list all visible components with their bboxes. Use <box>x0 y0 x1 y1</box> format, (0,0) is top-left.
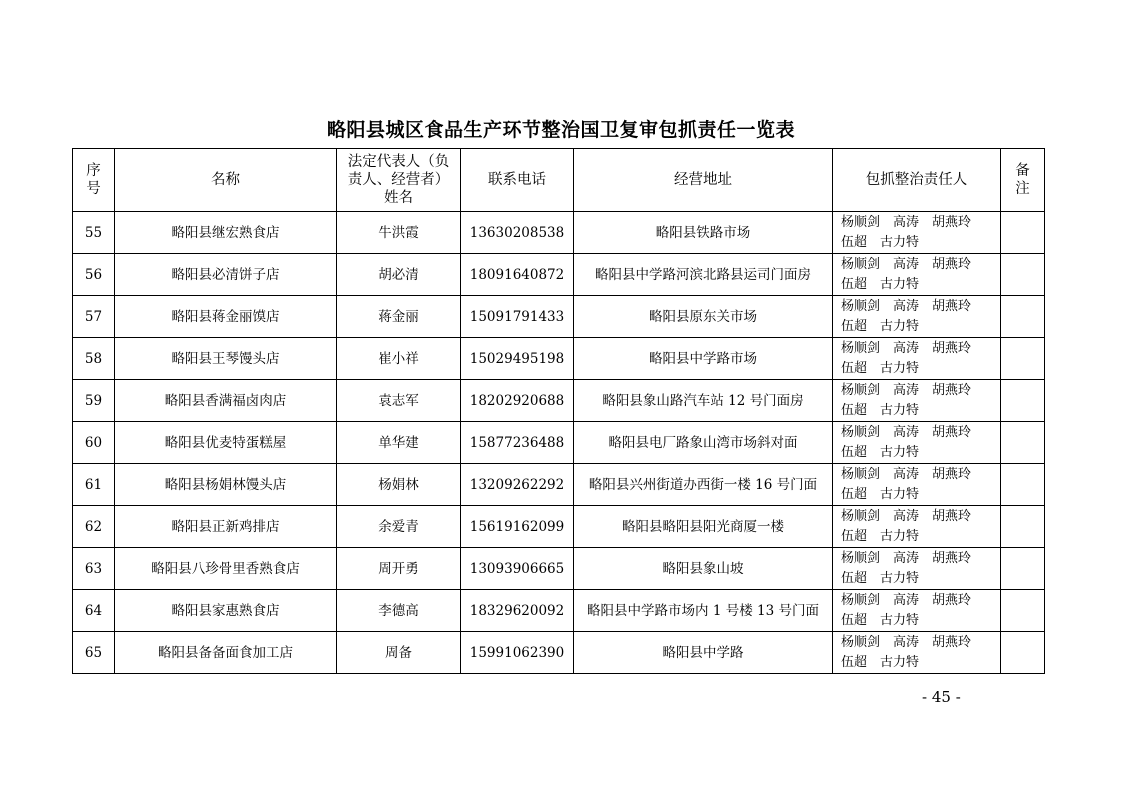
header-phone: 联系电话 <box>461 149 574 212</box>
cell-name: 略阳县备备面食加工店 <box>115 632 337 674</box>
cell-note <box>1001 632 1045 674</box>
responsible-line-2: 伍超 古力特 <box>841 486 920 502</box>
cell-note <box>1001 380 1045 422</box>
cell-note <box>1001 422 1045 464</box>
cell-representative: 崔小祥 <box>337 338 461 380</box>
cell-address: 略阳县象山路汽车站 12 号门面房 <box>574 380 833 422</box>
header-no: 序号 <box>73 149 115 212</box>
cell-no: 64 <box>73 590 115 632</box>
cell-phone: 15091791433 <box>461 296 574 338</box>
cell-address: 略阳县电厂路象山湾市场斜对面 <box>574 422 833 464</box>
cell-note <box>1001 548 1045 590</box>
cell-phone: 15029495198 <box>461 338 574 380</box>
responsible-line-2: 伍超 古力特 <box>841 444 920 460</box>
table-row <box>73 422 1045 464</box>
cell-representative: 胡必清 <box>337 254 461 296</box>
cell-address: 略阳县兴州街道办西街一楼 16 号门面 <box>574 464 833 506</box>
header-address: 经营地址 <box>574 149 833 212</box>
cell-address: 略阳县原东关市场 <box>574 296 833 338</box>
cell-note <box>1001 506 1045 548</box>
cell-note <box>1001 590 1045 632</box>
table-row <box>73 254 1045 296</box>
cell-name: 略阳县香满福卤肉店 <box>115 380 337 422</box>
header-responsible: 包抓整治责任人 <box>833 149 1001 212</box>
table-row <box>73 464 1045 506</box>
responsible-line-1: 杨顺剑 高涛 胡燕玲 <box>841 466 972 482</box>
cell-responsible <box>833 212 1001 254</box>
cell-responsible <box>833 422 1001 464</box>
cell-representative: 余爱青 <box>337 506 461 548</box>
cell-no: 63 <box>73 548 115 590</box>
cell-representative: 杨娟林 <box>337 464 461 506</box>
table-row <box>73 548 1045 590</box>
cell-no: 60 <box>73 422 115 464</box>
cell-no: 65 <box>73 632 115 674</box>
responsible-line-1: 杨顺剑 高涛 胡燕玲 <box>841 634 972 650</box>
cell-address: 略阳县中学路 <box>574 632 833 674</box>
cell-representative: 周备 <box>337 632 461 674</box>
cell-no: 62 <box>73 506 115 548</box>
responsible-line-2: 伍超 古力特 <box>841 528 920 544</box>
cell-note <box>1001 254 1045 296</box>
cell-no: 55 <box>73 212 115 254</box>
cell-note <box>1001 338 1045 380</box>
header-name: 名称 <box>115 149 337 212</box>
cell-representative: 李德高 <box>337 590 461 632</box>
cell-name: 略阳县继宏熟食店 <box>115 212 337 254</box>
cell-name: 略阳县王琴馒头店 <box>115 338 337 380</box>
cell-responsible <box>833 506 1001 548</box>
responsible-line-1: 杨顺剑 高涛 胡燕玲 <box>841 298 972 314</box>
responsible-line-1: 杨顺剑 高涛 胡燕玲 <box>841 424 972 440</box>
responsible-line-1: 杨顺剑 高涛 胡燕玲 <box>841 592 972 608</box>
cell-address: 略阳县中学路市场 <box>574 338 833 380</box>
header-representative: 法定代表人（负责人、经营者）姓名 <box>337 149 461 212</box>
cell-no: 61 <box>73 464 115 506</box>
cell-no: 56 <box>73 254 115 296</box>
cell-phone: 18202920688 <box>461 380 574 422</box>
page-number: - 45 - <box>922 688 961 706</box>
cell-phone: 15877236488 <box>461 422 574 464</box>
cell-responsible <box>833 338 1001 380</box>
cell-representative: 周开勇 <box>337 548 461 590</box>
cell-phone: 15991062390 <box>461 632 574 674</box>
cell-representative: 单华建 <box>337 422 461 464</box>
cell-responsible <box>833 296 1001 338</box>
cell-note <box>1001 212 1045 254</box>
cell-responsible <box>833 590 1001 632</box>
cell-name: 略阳县杨娟林馒头店 <box>115 464 337 506</box>
responsible-line-2: 伍超 古力特 <box>841 276 920 292</box>
responsible-line-1: 杨顺剑 高涛 胡燕玲 <box>841 340 972 356</box>
cell-representative: 牛洪霞 <box>337 212 461 254</box>
table-row <box>73 212 1045 254</box>
table-row <box>73 296 1045 338</box>
cell-phone: 13209262292 <box>461 464 574 506</box>
table-header-row <box>73 149 1045 212</box>
header-note: 备注 <box>1001 149 1045 212</box>
responsible-line-1: 杨顺剑 高涛 胡燕玲 <box>841 256 972 272</box>
responsible-line-1: 杨顺剑 高涛 胡燕玲 <box>841 382 972 398</box>
responsible-line-2: 伍超 古力特 <box>841 234 920 250</box>
responsible-line-1: 杨顺剑 高涛 胡燕玲 <box>841 550 972 566</box>
responsible-line-2: 伍超 古力特 <box>841 360 920 376</box>
cell-address: 略阳县略阳县阳光商厦一楼 <box>574 506 833 548</box>
cell-responsible <box>833 632 1001 674</box>
table-row <box>73 590 1045 632</box>
responsible-line-2: 伍超 古力特 <box>841 402 920 418</box>
cell-no: 57 <box>73 296 115 338</box>
cell-note <box>1001 464 1045 506</box>
cell-representative: 蒋金丽 <box>337 296 461 338</box>
cell-name: 略阳县正新鸡排店 <box>115 506 337 548</box>
table-row <box>73 338 1045 380</box>
cell-no: 58 <box>73 338 115 380</box>
cell-responsible <box>833 464 1001 506</box>
cell-name: 略阳县优麦特蛋糕屋 <box>115 422 337 464</box>
table-row <box>73 506 1045 548</box>
cell-address: 略阳县中学路河滨北路县运司门面房 <box>574 254 833 296</box>
cell-name: 略阳县蒋金丽馍店 <box>115 296 337 338</box>
cell-phone: 15619162099 <box>461 506 574 548</box>
responsibility-table <box>72 148 1045 674</box>
responsible-line-1: 杨顺剑 高涛 胡燕玲 <box>841 214 972 230</box>
cell-name: 略阳县必清饼子店 <box>115 254 337 296</box>
table-row <box>73 632 1045 674</box>
responsible-line-2: 伍超 古力特 <box>841 570 920 586</box>
cell-phone: 13093906665 <box>461 548 574 590</box>
cell-phone: 18329620092 <box>461 590 574 632</box>
cell-address: 略阳县象山坡 <box>574 548 833 590</box>
cell-address: 略阳县铁路市场 <box>574 212 833 254</box>
cell-name: 略阳县八珍骨里香熟食店 <box>115 548 337 590</box>
responsible-line-2: 伍超 古力特 <box>841 318 920 334</box>
cell-phone: 13630208538 <box>461 212 574 254</box>
cell-responsible <box>833 548 1001 590</box>
cell-no: 59 <box>73 380 115 422</box>
responsible-line-2: 伍超 古力特 <box>841 654 920 670</box>
cell-phone: 18091640872 <box>461 254 574 296</box>
cell-note <box>1001 296 1045 338</box>
cell-name: 略阳县家惠熟食店 <box>115 590 337 632</box>
cell-responsible <box>833 380 1001 422</box>
table-row <box>73 380 1045 422</box>
cell-responsible <box>833 254 1001 296</box>
document-title: 略阳县城区食品生产环节整治国卫复审包抓责任一览表 <box>326 119 795 141</box>
cell-representative: 袁志军 <box>337 380 461 422</box>
responsible-line-1: 杨顺剑 高涛 胡燕玲 <box>841 508 972 524</box>
responsible-line-2: 伍超 古力特 <box>841 612 920 628</box>
cell-address: 略阳县中学路市场内 1 号楼 13 号门面 <box>574 590 833 632</box>
